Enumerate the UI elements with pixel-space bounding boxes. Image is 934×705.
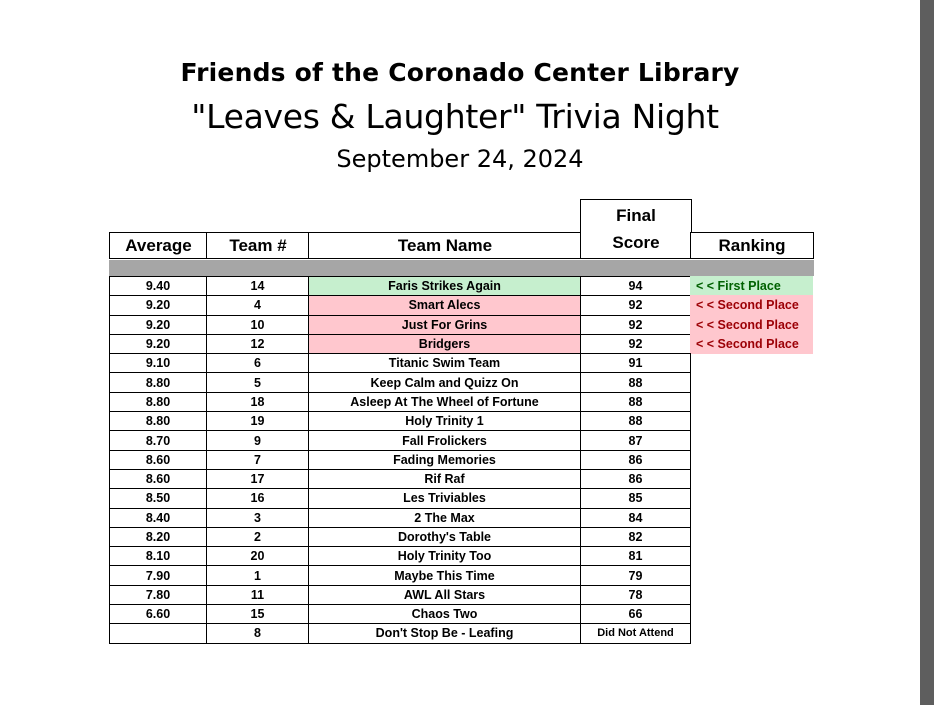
table-row: [109, 488, 812, 507]
cell-ranking: [690, 450, 813, 470]
cell-final-score: 92: [580, 334, 691, 354]
cell-average: [109, 623, 207, 643]
cell-average: 8.80: [109, 392, 207, 412]
table-row: [109, 372, 812, 391]
cell-team-number: 4: [206, 295, 309, 315]
header-separator-band: [109, 260, 814, 276]
cell-team-number: 2: [206, 527, 309, 547]
cell-final-score: 92: [580, 315, 691, 335]
cell-team-name: Fading Memories: [308, 450, 581, 470]
cell-final-score: 85: [580, 488, 691, 508]
cell-team-number: 17: [206, 469, 309, 489]
cell-team-number: 15: [206, 604, 309, 624]
cell-final-score: 78: [580, 585, 691, 605]
cell-average: 9.20: [109, 315, 207, 335]
cell-average: 8.80: [109, 372, 207, 392]
cell-team-name: Keep Calm and Quizz On: [308, 372, 581, 392]
cell-final-score: 91: [580, 353, 691, 373]
cell-team-name: Holy Trinity Too: [308, 546, 581, 566]
header-team-number: Team #: [206, 232, 310, 259]
cell-final-score: 79: [580, 565, 691, 585]
cell-final-score: 66: [580, 604, 691, 624]
event-date: September 24, 2024: [336, 145, 584, 173]
table-row: [109, 527, 812, 546]
event-title: "Leaves & Laughter" Trivia Night: [191, 97, 719, 136]
cell-average: 9.40: [109, 276, 207, 296]
cell-ranking: < < Second Place: [690, 295, 813, 315]
cell-average: 8.70: [109, 430, 207, 450]
cell-team-number: 20: [206, 546, 309, 566]
header-team-name: Team Name: [308, 232, 582, 259]
cell-team-name: Maybe This Time: [308, 565, 581, 585]
cell-final-score: 88: [580, 372, 691, 392]
cell-team-number: 5: [206, 372, 309, 392]
cell-ranking: [690, 469, 813, 489]
header-average: Average: [109, 232, 208, 259]
cell-team-name: Faris Strikes Again: [308, 276, 581, 296]
cell-team-name: 2 The Max: [308, 508, 581, 528]
cell-final-score: Did Not Attend: [580, 623, 691, 643]
cell-ranking: [690, 411, 813, 431]
cell-ranking: [690, 604, 813, 624]
cell-team-name: Titanic Swim Team: [308, 353, 581, 373]
cell-team-number: 7: [206, 450, 309, 470]
cell-average: 8.60: [109, 450, 207, 470]
cell-average: 9.20: [109, 334, 207, 354]
cell-team-number: 19: [206, 411, 309, 431]
table-row: [109, 546, 812, 565]
cell-team-name: Fall Frolickers: [308, 430, 581, 450]
cell-average: 8.20: [109, 527, 207, 547]
cell-team-number: 6: [206, 353, 309, 373]
cell-ranking: [690, 585, 813, 605]
cell-final-score: 92: [580, 295, 691, 315]
table-row: [109, 353, 812, 372]
organization-title: Friends of the Coronado Center Library: [180, 58, 740, 87]
table-row: [109, 508, 812, 527]
cell-team-number: 10: [206, 315, 309, 335]
cell-average: 9.20: [109, 295, 207, 315]
header-final-score-line2: Score: [612, 233, 660, 252]
table-row: [109, 565, 812, 584]
cell-final-score: 88: [580, 411, 691, 431]
cell-team-name: Rif Raf: [308, 469, 581, 489]
cell-average: 7.90: [109, 565, 207, 585]
cell-final-score: 82: [580, 527, 691, 547]
cell-team-number: 8: [206, 623, 309, 643]
cell-average: 7.80: [109, 585, 207, 605]
cell-final-score: 84: [580, 508, 691, 528]
cell-average: 9.10: [109, 353, 207, 373]
cell-team-name: Les Triviables: [308, 488, 581, 508]
cell-team-name: AWL All Stars: [308, 585, 581, 605]
cell-team-name: Holy Trinity 1: [308, 411, 581, 431]
header-final-score: [580, 199, 692, 259]
cell-average: 8.60: [109, 469, 207, 489]
table-row: [109, 585, 812, 604]
cell-ranking: [690, 508, 813, 528]
table-row: [109, 392, 812, 411]
cell-ranking: [690, 392, 813, 412]
cell-team-number: 14: [206, 276, 309, 296]
table-row: [109, 623, 812, 642]
cell-team-name: Don't Stop Be - Leafing: [308, 623, 581, 643]
table-row: [109, 430, 812, 449]
cell-team-name: Just For Grins: [308, 315, 581, 335]
cell-ranking: [690, 430, 813, 450]
cell-final-score: 86: [580, 450, 691, 470]
cell-ranking: [690, 488, 813, 508]
cell-team-number: 9: [206, 430, 309, 450]
table-row: [109, 295, 812, 314]
cell-final-score: 88: [580, 392, 691, 412]
cell-ranking: [690, 527, 813, 547]
cell-team-number: 3: [206, 508, 309, 528]
cell-team-name: Asleep At The Wheel of Fortune: [308, 392, 581, 412]
window-edge-bar: [920, 0, 934, 705]
cell-ranking: < < First Place: [690, 276, 813, 296]
cell-average: 8.80: [109, 411, 207, 431]
cell-average: 8.50: [109, 488, 207, 508]
table-row: [109, 315, 812, 334]
cell-team-number: 1: [206, 565, 309, 585]
cell-ranking: < < Second Place: [690, 334, 813, 354]
table-row: [109, 469, 812, 488]
cell-final-score: 81: [580, 546, 691, 566]
cell-final-score: 94: [580, 276, 691, 296]
cell-team-number: 16: [206, 488, 309, 508]
table-row: [109, 334, 812, 353]
cell-team-name: Dorothy's Table: [308, 527, 581, 547]
results-table: [109, 276, 812, 643]
cell-team-name: Bridgers: [308, 334, 581, 354]
cell-ranking: [690, 623, 813, 643]
cell-average: 6.60: [109, 604, 207, 624]
cell-final-score: 86: [580, 469, 691, 489]
cell-team-name: Smart Alecs: [308, 295, 581, 315]
cell-ranking: < < Second Place: [690, 315, 813, 335]
table-row: [109, 411, 812, 430]
cell-final-score: 87: [580, 430, 691, 450]
cell-ranking: [690, 372, 813, 392]
cell-average: 8.10: [109, 546, 207, 566]
header-final-score-line1: Final: [616, 206, 656, 225]
cell-team-number: 18: [206, 392, 309, 412]
table-row: [109, 276, 812, 295]
cell-ranking: [690, 546, 813, 566]
cell-team-number: 12: [206, 334, 309, 354]
cell-team-number: 11: [206, 585, 309, 605]
header-ranking: Ranking: [690, 232, 814, 259]
cell-ranking: [690, 565, 813, 585]
table-row: [109, 604, 812, 623]
cell-ranking: [690, 353, 813, 373]
cell-team-name: Chaos Two: [308, 604, 581, 624]
table-row: [109, 450, 812, 469]
cell-average: 8.40: [109, 508, 207, 528]
